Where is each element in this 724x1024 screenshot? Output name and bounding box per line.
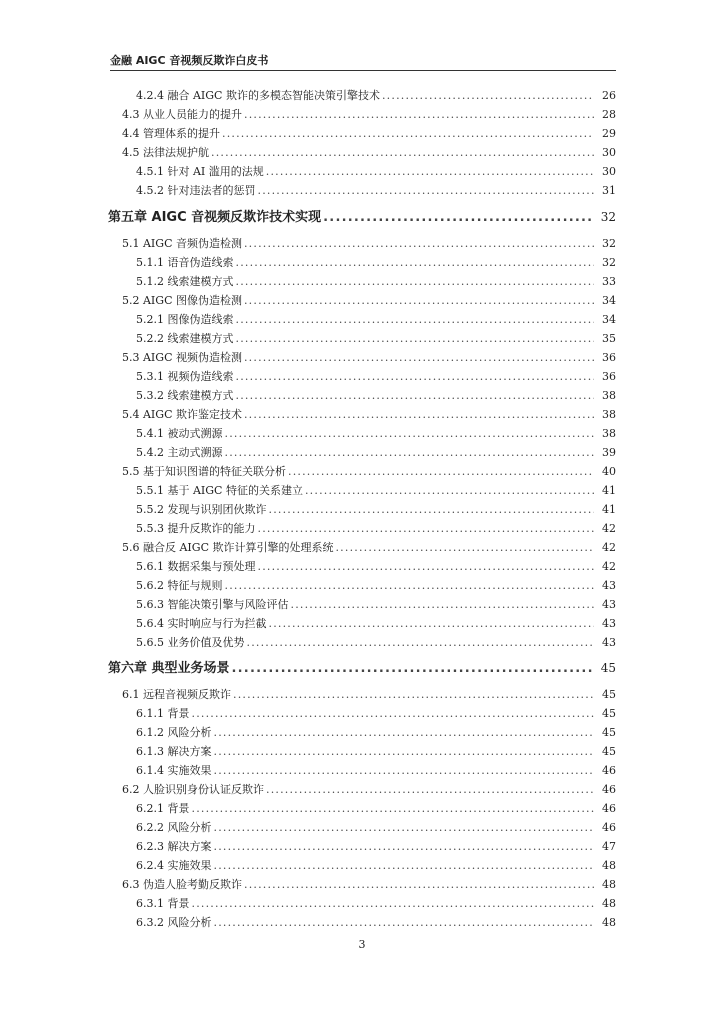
- toc-entry[interactable]: 4.5 法律法规护航 ..... 30: [122, 146, 616, 160]
- header-title: 金融 AIGC 音视频反欺诈白皮书: [110, 54, 269, 67]
- toc-entry[interactable]: 5.2.1 图像伪造线索 ..... 34: [136, 313, 616, 327]
- toc-entry[interactable]: 6.1.4 实施效果 ..... 46: [136, 764, 616, 778]
- toc-entry[interactable]: 5.5 基于知识图谱的特征关联分析 ..... 40: [122, 465, 616, 479]
- toc-entry[interactable]: 5.6.1 数据采集与预处理 ..... 42: [136, 560, 616, 574]
- toc-chapter-entry[interactable]: 第五章 AIGC 音视频反欺诈技术实现 ..... 32: [108, 210, 616, 225]
- page-number: 3: [358, 938, 366, 951]
- toc-entry[interactable]: 5.3 AIGC 视频伪造检测 ..... 36: [122, 351, 616, 365]
- toc-entry[interactable]: 5.6.4 实时响应与行为拦截 ..... 43: [136, 617, 616, 631]
- toc-entry[interactable]: 6.1.1 背景 ..... 45: [136, 707, 616, 721]
- toc-entry[interactable]: 5.5.2 发现与识别团伙欺诈 ..... 41: [136, 503, 616, 517]
- toc-entry[interactable]: 6.1.2 风险分析 ..... 45: [136, 726, 616, 740]
- toc-entry[interactable]: 6.3.1 背景 ..... 48: [136, 897, 616, 911]
- toc-entry[interactable]: 5.4.1 被动式溯源 ..... 38: [136, 427, 616, 441]
- toc-entry[interactable]: 5.3.1 视频伪造线索 ..... 36: [136, 370, 616, 384]
- toc-entry[interactable]: 6.1 远程音视频反欺诈 ..... 45: [122, 688, 616, 702]
- toc-entry[interactable]: 4.3 从业人员能力的提升 ..... 28: [122, 108, 616, 122]
- toc-entry[interactable]: 4.5.2 针对违法者的惩罚 ..... 31: [136, 184, 616, 198]
- toc-entry[interactable]: 4.2.4 融合 AIGC 欺诈的多模态智能决策引擎技术 ..... 26: [136, 89, 616, 103]
- toc-entry[interactable]: 6.3 伪造人脸考勤反欺诈 ..... 48: [122, 878, 616, 892]
- toc-entry[interactable]: 6.3.2 风险分析 ..... 48: [136, 916, 616, 930]
- toc-entry[interactable]: 5.2 AIGC 图像伪造检测 ..... 34: [122, 294, 616, 308]
- toc-entry[interactable]: 5.6 融合反 AIGC 欺诈计算引擎的处理系统 ..... 42: [122, 541, 616, 555]
- toc-entry[interactable]: 6.2 人脸识别身份认证反欺诈 ..... 46: [122, 783, 616, 797]
- toc-entry[interactable]: 6.2.1 背景 ..... 46: [136, 802, 616, 816]
- toc-entry[interactable]: 5.6.2 特征与规则 ..... 43: [136, 579, 616, 593]
- toc-entry[interactable]: 5.1 AIGC 音频伪造检测 ..... 32: [122, 237, 616, 251]
- toc-entry[interactable]: 4.5.1 针对 AI 滥用的法规 ..... 30: [136, 165, 616, 179]
- toc-entry[interactable]: 6.2.2 风险分析 ..... 46: [136, 821, 616, 835]
- toc-entry[interactable]: 4.4 管理体系的提升 ..... 29: [122, 127, 616, 141]
- toc-entry[interactable]: 5.6.3 智能决策引擎与风险评估 ..... 43: [136, 598, 616, 612]
- toc-entry[interactable]: 5.5.1 基于 AIGC 特征的关系建立 ..... 41: [136, 484, 616, 498]
- toc-chapter-entry[interactable]: 第六章 典型业务场景 ..... 45: [108, 661, 616, 676]
- toc-entry[interactable]: 5.1.1 语音伪造线索 ..... 32: [136, 256, 616, 270]
- toc-entry[interactable]: 5.5.3 提升反欺诈的能力 ..... 42: [136, 522, 616, 536]
- toc-entry[interactable]: 5.2.2 线索建模方式 ..... 35: [136, 332, 616, 346]
- toc-entry[interactable]: 5.6.5 业务价值及优势 ..... 43: [136, 636, 616, 650]
- toc-entry[interactable]: 6.2.3 解决方案 ..... 47: [136, 840, 616, 854]
- toc-entry[interactable]: 5.1.2 线索建模方式 ..... 33: [136, 275, 616, 289]
- toc-entry[interactable]: 6.1.3 解决方案 ..... 45: [136, 745, 616, 759]
- toc-entry[interactable]: 5.4 AIGC 欺诈鉴定技术 ..... 38: [122, 408, 616, 422]
- toc-entry[interactable]: 5.3.2 线索建模方式 ..... 38: [136, 389, 616, 403]
- toc-entry[interactable]: 6.2.4 实施效果 ..... 48: [136, 859, 616, 873]
- toc-entry[interactable]: 5.4.2 主动式溯源 ..... 39: [136, 446, 616, 460]
